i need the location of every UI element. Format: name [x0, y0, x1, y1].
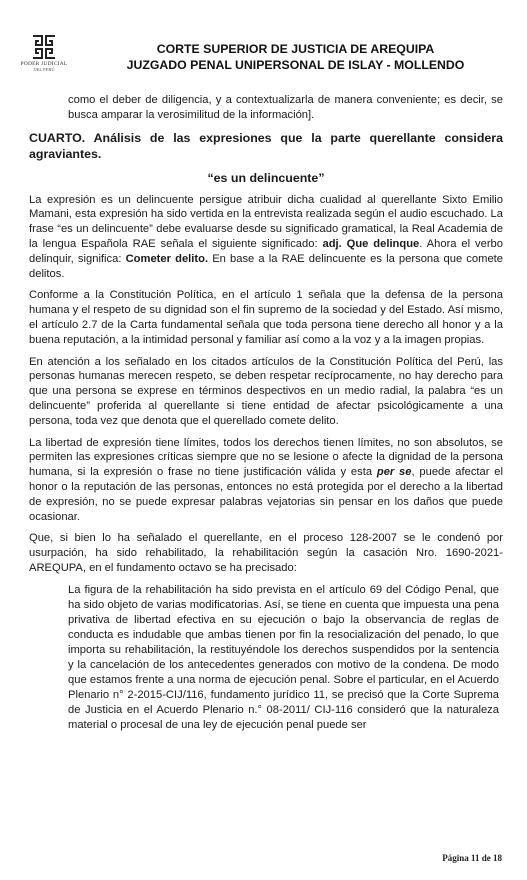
p4-text-a: La libertad de expresión tiene límites, todos los derechos tienen límites, no son absolutos, se permiten las expresiones críticas siempre que no se lesione o afecte la dignidad de la persona humana, si la expresión o frase no tiene justificación válida y esta	[29, 436, 503, 479]
court-subtitle: JUZGADO PENAL UNIPERSONAL DE ISLAY - MOLLENDO	[126, 58, 465, 72]
paragraph-1	[29, 193, 503, 282]
paragraph-3: En atención a los señalado en los citados artículos de la Constitución Política del Perú, las personas humanas merecen respeto, se deben respetar recíprocamente, no hay derecho para que una persona se exprese en términos despectivos en un medio radial, la palabra “es un delincuente” proferida al querellante si tiene entidad de afectar psicológicamente a una persona, toda vez que denota que el querellado comete delito.	[29, 355, 503, 427]
page-header	[0, 0, 527, 78]
p1-verb-definition: Cometer delito.	[125, 252, 209, 265]
paragraph-2: Conforme a la Constitución Política, en el artículo 1 señala que la defensa de la persona humana y el respeto de su dignidad son el fin supremo de la sociedad y del Estado. Así mismo, el artículo 2.7 de la Carta fundamental señala que toda persona tiene derecho all honor y a la buena reputación, a la intimidad personal y familiar así como a la voz y a la imagen propias.	[29, 289, 503, 346]
p1-text-a: La expresión es un delincuente persigue atribuir dicha cualidad al querellante Sixto Emilio Mamani, esta expresión ha sido vertida en la entrevista realizada según el audio escuchado. La frase “es un delincuente” debe evaluarse desde su significado gramatical, la Real Academia de la lengua Española RAE señala el siguiente significado:	[29, 193, 503, 250]
p1-text-c: . Ahora el verbo delinquir, significa:	[29, 237, 503, 265]
p4-per-se: per se	[376, 466, 412, 479]
expression-subheading: “es un delincuente”	[207, 170, 325, 185]
poder-judicial-emblem-icon	[31, 34, 57, 60]
p4-text-c: , puede afectar el honor o la reputación de las personas, entonces no está protegida por el derecho a la libertad de expresión, no se puede expresar palabras vejatorias sin pensar en los daños que puede ocasionar.	[29, 466, 503, 523]
p1-text-e: En base a la RAE delincuente es la persona que comete delitos.	[29, 252, 503, 280]
document-body	[29, 93, 503, 740]
logo-text-line2: DEL PERÚ	[33, 67, 55, 72]
quote-text: La figura de la rehabilitación ha sido prevista en el artículo 69 del Código Penal, que ha sido objeto de varias modificatorias. Así, se tiene en cuenta que impuesta una pena privativa de libertad efectiva en su ejecución o bajo la observancia de reglas de conducta es indudable que ambas tienen por fin la resocialización del penado, lo que importa su rehabilitación, la restituyéndole los derechos suspendidos por la sentencia y la cancelación de los antecedentes generados con motivo de la condena. De modo que estamos frente a una norma de ejecución penal. Sobre el particular, en el Acuerdo Plenario n° 2-2015-CIJ/116, fundamento jurídico 11, se precisó que la Corte Suprema de Justicia en el Acuerdo Plenario n.° 08-2011/ CIJ-116 consideró que la naturaleza material o procesal de una ley de ejecución penal puede ser	[68, 583, 499, 731]
paragraph-4	[29, 436, 503, 525]
p1-definition: adj. Que delinque	[322, 237, 420, 250]
block-quote	[29, 583, 503, 733]
page-number: Página 11 de 18	[442, 853, 502, 863]
logo-text-line1: PODER JUDICIAL	[20, 61, 68, 67]
continuation-paragraph: como el deber de diligencia, y a contextualizarla de manera conveniente; es decir, se busca amparar la verosimilitud de la información].	[68, 94, 503, 121]
court-title: CORTE SUPERIOR DE JUSTICIA DE AREQUIPA	[156, 42, 435, 56]
paragraph-5: Que, si bien lo ha señalado el querellante, en el proceso 128-2007 se le condenó por usurpación, ha sido rehabilitado, la rehabilitación según la casación Nro. 1690-2021-AREQUPA, en el fundamento octavo se ha precisado:	[29, 532, 503, 574]
section-heading: CUARTO. Análisis de las expresiones que la parte querellante considera agraviantes.	[29, 130, 503, 161]
poder-judicial-logo	[20, 34, 68, 72]
